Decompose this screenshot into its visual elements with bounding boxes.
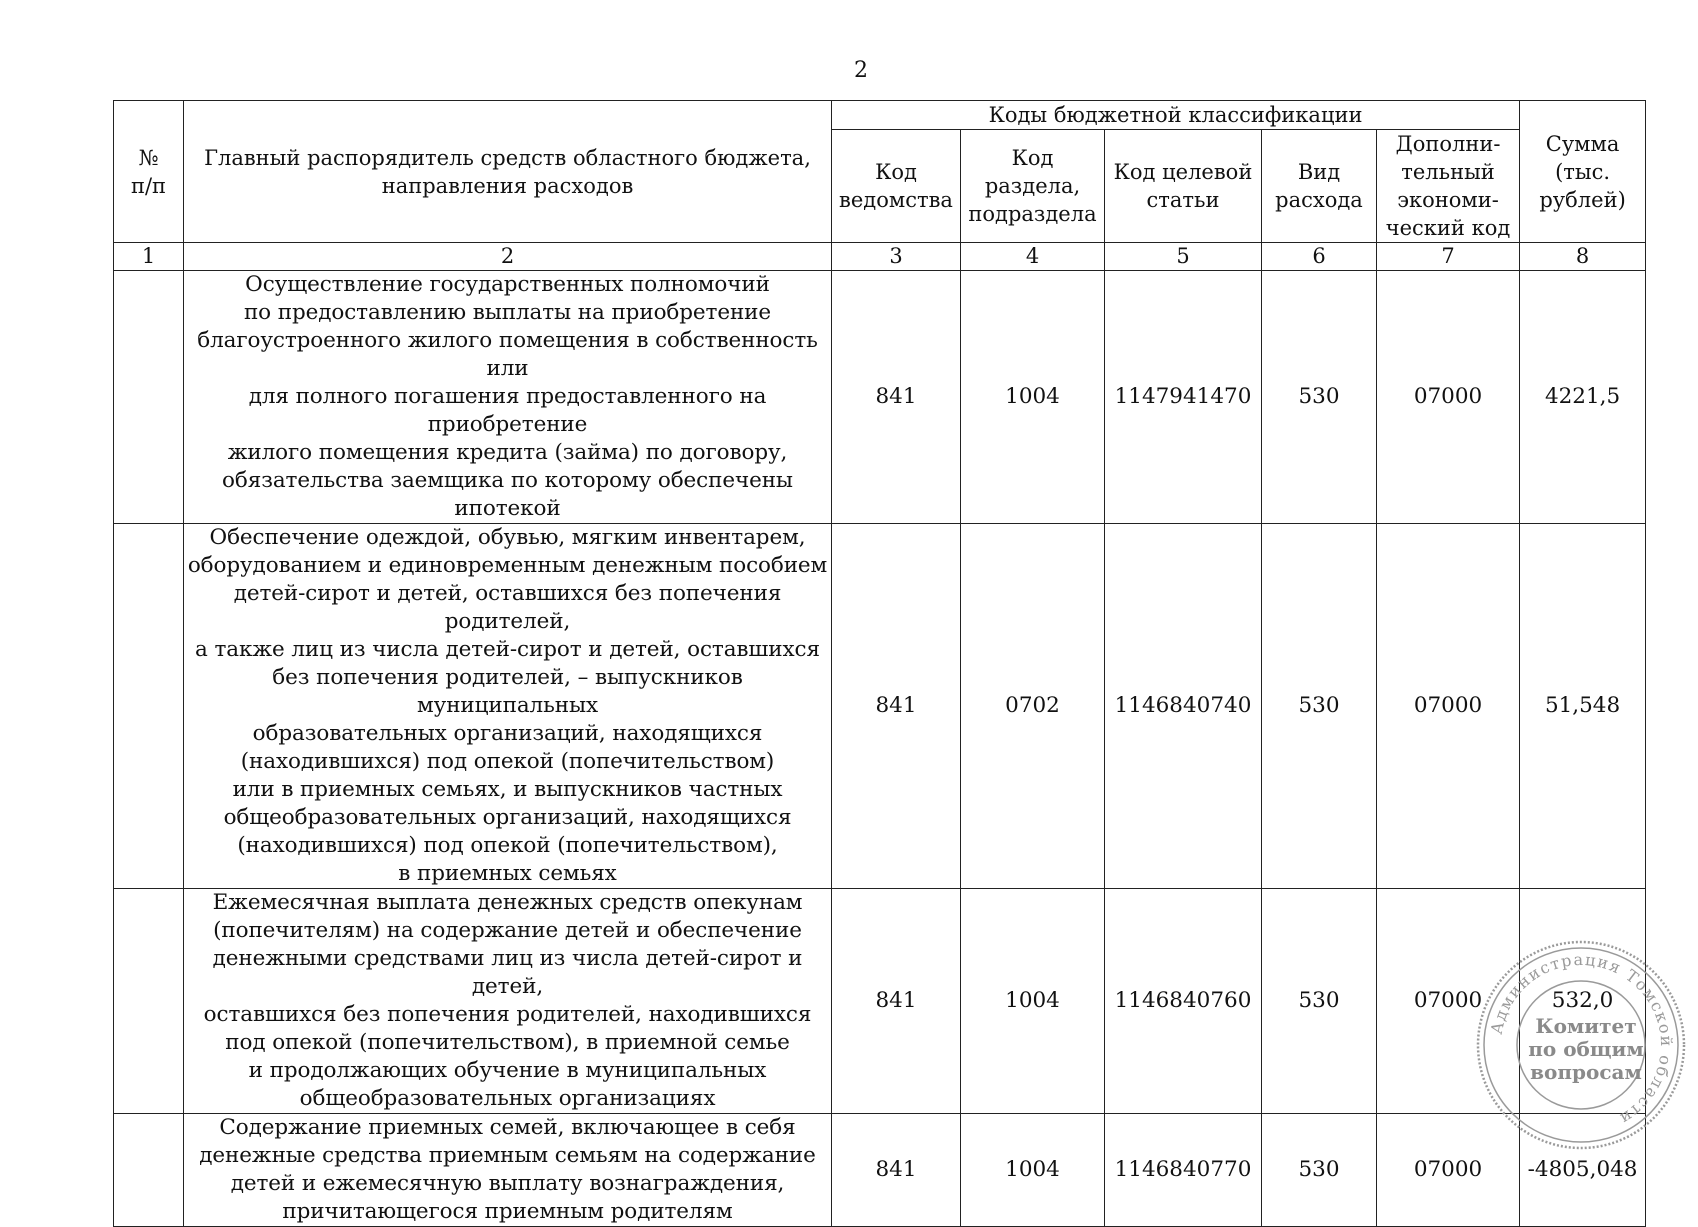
table-row [114, 271, 1646, 524]
row-number-cell [114, 889, 184, 1114]
header-target-code: Код целевой статьи [1105, 130, 1262, 243]
column-number-row [114, 243, 1646, 271]
column-number: 3 [832, 243, 961, 271]
target-code-cell: 1146840760 [1105, 889, 1262, 1114]
expense-description: Обеспечение одеждой, обувью, мягким инвентарем, оборудованием и единовременным денежным пособием детей-сирот и детей, оставшихся без попечения родителей, а также лиц из числа детей-сирот и детей, оставшихся без попечения родителей, – выпускников муниципальных образовательных организаций, находящихся (находившихся) под опекой (попечительством) или в приемных семьях, и выпускников частных общеобразовательных организаций, находящихся (находившихся) под опекой (попечительством), в приемных семьях [184, 524, 832, 889]
dept-code-cell: 841 [832, 889, 961, 1114]
header-section-code: Код раздела, подраздела [961, 130, 1105, 243]
column-number: 6 [1262, 243, 1377, 271]
expense-type-cell: 530 [1262, 524, 1377, 889]
section-code-cell: 0702 [961, 524, 1105, 889]
section-code-cell: 1004 [961, 1114, 1105, 1227]
budget-allocation-table [113, 100, 1646, 1227]
econ-code-cell: 07000 [1377, 1114, 1520, 1227]
section-code-cell: 1004 [961, 271, 1105, 524]
column-number: 7 [1377, 243, 1520, 271]
amount-cell: 4221,5 [1520, 271, 1646, 524]
stamp-center-line: вопросам [1530, 1060, 1642, 1084]
header-amount: Сумма (тыс. рублей) [1520, 101, 1646, 243]
section-code-cell: 1004 [961, 889, 1105, 1114]
header-recipient: Главный распорядитель средств областного бюджета, направления расходов [184, 101, 832, 243]
official-stamp [1474, 938, 1688, 1152]
econ-code-cell: 07000 [1377, 889, 1520, 1114]
header-dept-code: Код ведомства [832, 130, 961, 243]
expense-description: Ежемесячная выплата денежных средств опекунам (попечителям) на содержание детей и обеспечение денежными средствами лиц из числа детей-сирот и детей, оставшихся без попечения родителей, находившихся под опекой (попечительством), в приемной семье и продолжающих обучение в муниципальных общеобразовательных организациях [184, 889, 832, 1114]
econ-code-cell: 07000 [1377, 524, 1520, 889]
column-number: 1 [114, 243, 184, 271]
amount-cell: -4805,048 [1520, 1114, 1646, 1227]
row-number-cell [114, 1114, 184, 1227]
header-econ-code: Дополни- тельный экономи- ческий код [1377, 130, 1520, 243]
column-number: 4 [961, 243, 1105, 271]
stamp-center-line: Комитет [1535, 1014, 1637, 1038]
page-number: 2 [854, 58, 868, 83]
dept-code-cell: 841 [832, 1114, 961, 1227]
target-code-cell: 1146840740 [1105, 524, 1262, 889]
table-row [114, 889, 1646, 1114]
table-row [114, 1114, 1646, 1227]
column-number: 2 [184, 243, 832, 271]
econ-code-cell: 07000 [1377, 271, 1520, 524]
dept-code-cell: 841 [832, 271, 961, 524]
expense-type-cell: 530 [1262, 1114, 1377, 1227]
table-row [114, 524, 1646, 889]
row-number-cell [114, 271, 184, 524]
header-expense-type: Вид расхода [1262, 130, 1377, 243]
stamp-center-line: по общим [1528, 1037, 1644, 1061]
dept-code-cell: 841 [832, 524, 961, 889]
target-code-cell: 1146840770 [1105, 1114, 1262, 1227]
expense-description: Осуществление государственных полномочий по предоставлению выплаты на приобретение благоустроенного жилого помещения в собственность или для полного погашения предоставленного на приобретение жилого помещения кредита (займа) по договору, обязательства заемщика по которому обеспечены ипотекой [184, 271, 832, 524]
row-number-cell [114, 524, 184, 889]
column-number: 8 [1520, 243, 1646, 271]
expense-type-cell: 530 [1262, 889, 1377, 1114]
amount-cell: 532,0 [1520, 889, 1646, 1114]
expense-type-cell: 530 [1262, 271, 1377, 524]
amount-cell: 51,548 [1520, 524, 1646, 889]
stamp-ring-text: Администрация Томской области [1486, 949, 1677, 1130]
expense-description: Содержание приемных семей, включающее в себя денежные средства приемным семьям на содержание детей и ежемесячную выплату вознаграждения, причитающегося приемным родителям [184, 1114, 832, 1227]
header-budget-codes-group: Коды бюджетной классификации [832, 101, 1520, 130]
header-row-number: № п/п [114, 101, 184, 243]
target-code-cell: 1147941470 [1105, 271, 1262, 524]
column-number: 5 [1105, 243, 1262, 271]
